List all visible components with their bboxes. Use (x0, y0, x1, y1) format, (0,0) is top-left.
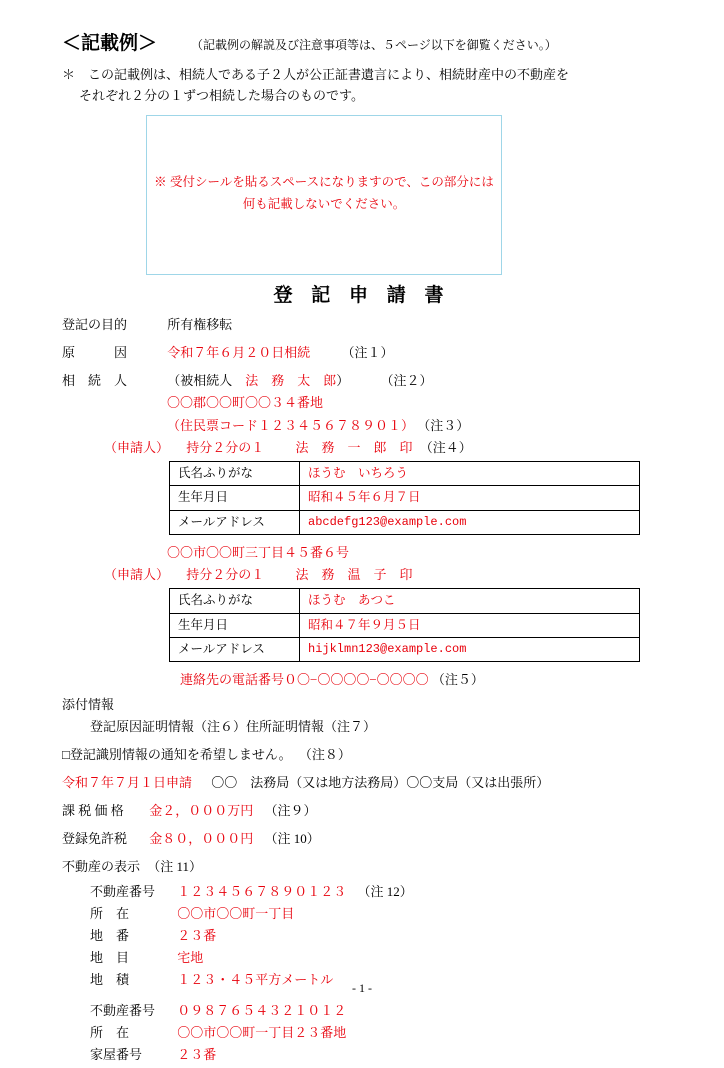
header-asterisk-block (62, 64, 682, 107)
table-row (170, 486, 640, 510)
table-key: 氏名ふりがな (170, 589, 300, 613)
row-property2-1 (62, 1023, 682, 1043)
row-property1-2 (62, 926, 682, 946)
header-block (62, 28, 682, 107)
property-key: 地 目 (90, 949, 130, 965)
table-value: 昭和４５年６月７日 (300, 486, 640, 510)
table-row (170, 589, 640, 613)
checkbox-note: （注８） (298, 746, 351, 762)
resident-code-note: （注３） (417, 417, 470, 433)
property-value: １２３４５６７８９０１２３ (177, 883, 347, 899)
document-title: 登 記 申 請 書 (273, 285, 451, 306)
property-key: 地 積 (90, 972, 130, 988)
cause-label: 原 因 (62, 345, 128, 361)
applicant-name-2: 法 務 温 子 印 (295, 567, 413, 583)
row-property-label (62, 857, 682, 877)
row-phone (62, 670, 682, 690)
heir-decedent-name: 法 務 太 郎 (232, 373, 337, 389)
table-key: メールアドレス (170, 638, 300, 662)
row-cause (62, 343, 682, 363)
purpose-label: 登記の目的 (62, 317, 128, 332)
tax-value-label: 課 税 価 格 (62, 803, 124, 819)
property-key: 不動産番号 (90, 1003, 156, 1019)
purpose-value: 所有権移転 (167, 317, 233, 332)
sticker-notice-line-2: 何も記載しないでください。 (242, 196, 406, 211)
heir-label: 相 続 人 (62, 373, 128, 389)
table-row (170, 510, 640, 534)
header-note: （記載例の解説及び注意事項等は、５ページ以下を御覧ください。） (191, 38, 557, 52)
row-address-2 (62, 543, 682, 563)
applicant-2-table (169, 588, 640, 662)
row-property1-0 (62, 882, 682, 902)
tax-value-amount: 金２，０００万円 (149, 803, 254, 819)
property-label: 不動産の表示 (62, 859, 141, 875)
row-apply-date (62, 773, 682, 793)
property-key: 所 在 (90, 1025, 130, 1041)
property-value: １２３・４５平方メートル (177, 972, 334, 988)
heir-address: 〇〇郡〇〇町〇〇３４番地 (167, 395, 324, 411)
applicant-address-2: 〇〇市〇〇町三丁目４５番６号 (167, 544, 350, 560)
row-resident-code (62, 416, 682, 436)
asterisk-line-1: ＊ この記載例は、相続人である子２人が公正証書遺言により、相続財産中の不動産を (62, 67, 570, 82)
heir-note: （注２） (380, 373, 433, 389)
row-applicant-2 (62, 565, 682, 585)
applicant-name-1: 法 務 一 郎 印 (295, 439, 413, 455)
applicant-share-2: 持分２分の１ (186, 567, 265, 583)
attachment-label: 添付情報 (62, 696, 115, 712)
applicant-label-2: （申請人） (104, 567, 170, 583)
receipt-sticker-area (146, 115, 502, 275)
sticker-notice-line-1: ※ 受付シールを貼るスペースになりますので、この部分には (154, 175, 494, 189)
row-applicant-1 (62, 438, 682, 458)
property-note: （注 11） (147, 859, 203, 875)
property-value: ２３番 (177, 927, 217, 943)
row-license-tax (62, 829, 682, 849)
row-property2-2 (62, 1045, 682, 1065)
table-row (170, 613, 640, 637)
resident-code: （住民票コード１２３４５６７８９０１） (167, 417, 415, 433)
bureau-name: 〇〇 法務局（又は地方法務局）〇〇支局（又は出張所） (211, 774, 550, 790)
contact-phone: 連絡先の電話番号０〇−〇〇〇〇−〇〇〇〇 (180, 672, 429, 688)
property-key: 不動産番号 (90, 883, 156, 899)
table-key: 生年月日 (170, 486, 300, 510)
property-value: ２３番 (177, 1047, 217, 1063)
license-tax-amount: 金８０，０００円 (149, 831, 254, 847)
contact-phone-note: （注５） (431, 672, 484, 688)
table-value: ほうむ あつこ (300, 589, 640, 613)
row-heir (62, 371, 682, 391)
row-tax-value (62, 801, 682, 821)
sticker-notice (147, 172, 501, 216)
property-key: 地 番 (90, 927, 130, 943)
property-value: 宅地 (177, 949, 204, 965)
applicant-share-1: 持分２分の１ (186, 439, 265, 455)
row-heir-address (62, 393, 682, 413)
property-value: ０９８７６５４３２１０１２ (177, 1003, 347, 1019)
table-key: メールアドレス (170, 510, 300, 534)
no-notification-checkbox-line[interactable]: □登記識別情報の通知を希望しません。 (62, 746, 292, 762)
applicant-note-1: （注４） (419, 439, 472, 455)
table-value: 昭和４７年９月５日 (300, 613, 640, 637)
applicant-label-1: （申請人） (104, 439, 170, 455)
table-row (170, 461, 640, 485)
page-number: - 1 - (352, 981, 372, 995)
cause-value: 令和７年６月２０日相続 (167, 345, 311, 361)
apply-date: 令和７年７月１日申請 (62, 774, 193, 790)
cause-note: （注１） (341, 345, 394, 361)
attachment-value: 登記原因証明情報（注６）住所証明情報（注７） (90, 718, 377, 734)
row-attach-label (62, 695, 682, 715)
table-value: ほうむ いちろう (300, 461, 640, 485)
heir-value-prefix: （被相続人 法 務 太 郎） (167, 373, 350, 389)
row-attach-value (62, 717, 682, 737)
asterisk-line-2: それぞれ２分の１ずつ相続した場合のものです。 (79, 88, 364, 104)
property-value: 〇〇市〇〇町一丁目 (177, 905, 295, 921)
property-note-item: （注 12） (357, 883, 413, 899)
page-title: ＜記載例＞ (62, 33, 158, 54)
table-row (170, 638, 640, 662)
tax-value-note: （注９） (264, 803, 317, 819)
property-key: 所 在 (90, 905, 130, 921)
table-key: 氏名ふりがな (170, 461, 300, 485)
table-value: hijklmn123@example.com (300, 638, 640, 662)
header-title-row (62, 28, 682, 55)
row-property1-3 (62, 948, 682, 968)
table-value: abcdefg123@example.com (300, 510, 640, 534)
property-value: 〇〇市〇〇町一丁目２３番地 (177, 1025, 347, 1041)
form-body (62, 315, 682, 1068)
row-checkbox[interactable] (62, 745, 682, 765)
row-purpose (62, 315, 682, 335)
license-tax-label: 登録免許税 (62, 831, 128, 847)
applicant-1-table (169, 461, 640, 535)
row-property1-1 (62, 904, 682, 924)
license-tax-note: （注 10） (264, 831, 320, 847)
row-property2-0 (62, 1001, 682, 1021)
table-key: 生年月日 (170, 613, 300, 637)
property-key: 家屋番号 (90, 1047, 143, 1063)
